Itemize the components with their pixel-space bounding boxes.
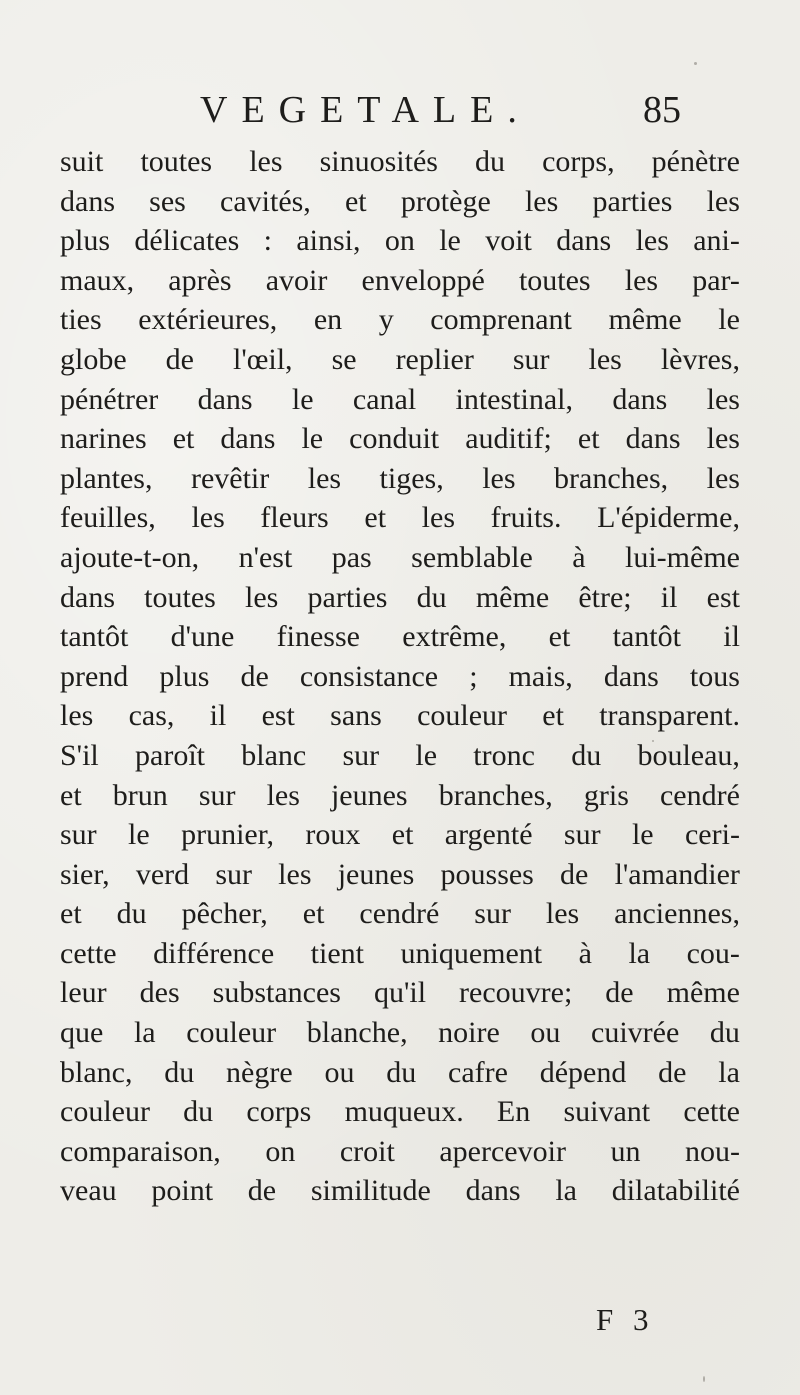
body-text — [60, 142, 740, 1211]
text-line: tantôt d'une finesse extrême, et tantôt il — [60, 620, 740, 654]
text-line: S'il paroît blanc sur le tronc du bouleau, — [60, 738, 740, 772]
page-number: 85 — [643, 89, 681, 131]
text-line: globe de l'œil, se replier sur les lèvres, — [60, 342, 740, 376]
text-line: suit toutes les sinuosités du corps, pénètre — [60, 145, 740, 178]
running-title: VEGETALE. — [200, 89, 531, 131]
text-line: ties extérieures, en y comprenant même le — [60, 303, 740, 337]
text-line: que la couleur blanche, noire ou cuivrée du — [60, 1016, 740, 1050]
text-line: blanc, du nègre ou du cafre dépend de la — [60, 1055, 740, 1089]
paper-speck — [652, 740, 654, 742]
paper-speck — [694, 62, 697, 65]
text-line: plantes, revêtir les tiges, les branches, les — [60, 461, 740, 495]
text-line: veau point de similitude dans la dilatabilité — [60, 1174, 740, 1208]
text-line: feuilles, les fleurs et les fruits. L'épiderme, — [60, 501, 740, 535]
text-line: prend plus de consistance ; mais, dans tous — [60, 659, 740, 693]
text-line: et du pêcher, et cendré sur les anciennes, — [60, 897, 740, 931]
text-line: ajoute-t-on, n'est pas semblable à lui-même — [60, 540, 740, 574]
paper-speck — [703, 1376, 705, 1382]
signature-mark: F 3 — [596, 1302, 655, 1337]
text-line: comparaison, on croit apercevoir un nou- — [60, 1134, 740, 1168]
text-line: dans toutes les parties du même être; il est — [60, 580, 740, 614]
text-line: plus délicates : ainsi, on le voit dans les ani- — [60, 224, 740, 258]
text-line: narines et dans le conduit auditif; et dans les — [60, 422, 740, 456]
text-line: dans ses cavités, et protège les parties les — [60, 184, 740, 218]
text-line: couleur du corps muqueux. En suivant cette — [60, 1095, 740, 1129]
text-line: sier, verd sur les jeunes pousses de l'amandier — [60, 857, 740, 891]
text-line: pénétrer dans le canal intestinal, dans les — [60, 382, 740, 416]
text-line: les cas, il est sans couleur et transparent. — [60, 699, 740, 733]
text-line: cette différence tient uniquement à la cou- — [60, 936, 740, 970]
text-line: maux, après avoir enveloppé toutes les par- — [60, 263, 740, 297]
text-line: sur le prunier, roux et argenté sur le ceri- — [60, 818, 740, 852]
text-line: et brun sur les jeunes branches, gris cendré — [60, 778, 740, 812]
text-line: leur des substances qu'il recouvre; de même — [60, 976, 740, 1010]
running-head — [0, 85, 800, 135]
